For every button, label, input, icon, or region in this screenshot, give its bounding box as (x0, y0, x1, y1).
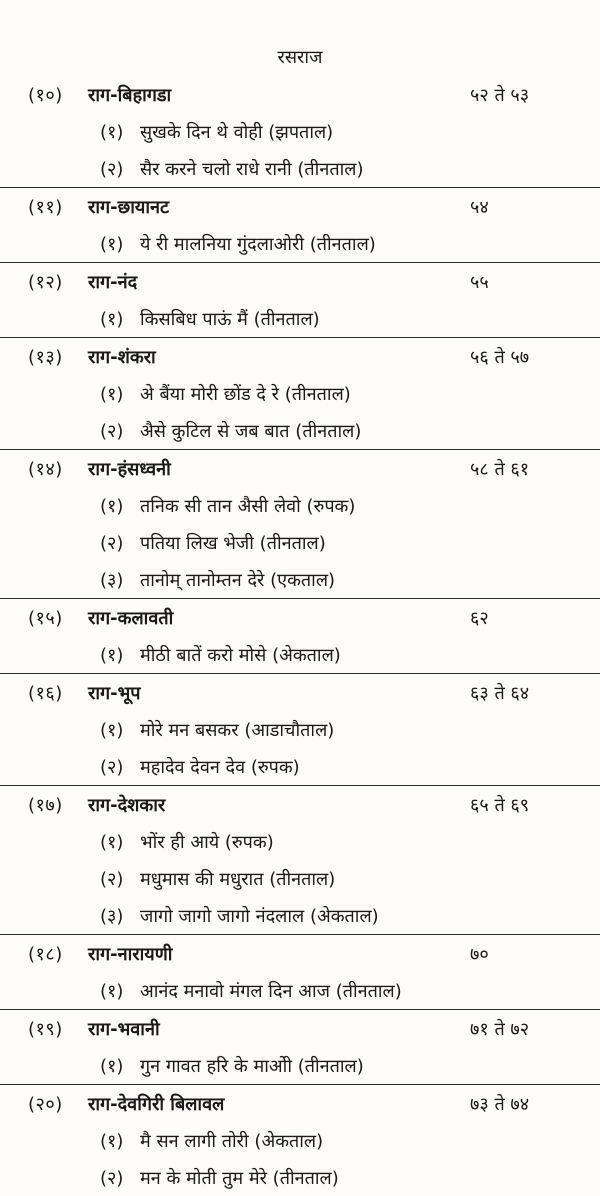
song-title: मधुमास की मधुरात (तीनताल) (140, 869, 336, 890)
raga-pages: ५६ ते ५७ (470, 347, 530, 368)
song-number: (२) (100, 757, 124, 778)
song-number: (२) (100, 159, 124, 180)
song-entry (0, 487, 600, 524)
song-entry (0, 1122, 600, 1159)
raga-pages: ५४ (470, 197, 489, 218)
song-entry (0, 897, 600, 934)
song-title: अे बैंया मोरी छोंड दे रे (तीनताल) (140, 384, 351, 405)
song-title: तानोम् तानोम्तन देरे (एकताल) (140, 570, 336, 591)
raga-number: (१२) (28, 272, 63, 293)
song-number: (१) (100, 981, 124, 1002)
song-number: (१) (100, 720, 124, 741)
raga-pages: ६३ ते ६४ (470, 683, 530, 704)
raga-number: (१३) (28, 347, 63, 368)
raga-number: (११) (28, 197, 63, 218)
song-number: (१) (100, 832, 124, 853)
song-title: किसबिध पाऊं मैं (तीनताल) (140, 309, 320, 330)
table-of-contents (0, 76, 600, 1196)
song-entry (0, 113, 600, 150)
song-title: मै सन लागी तोरी (अेकताल) (140, 1131, 324, 1152)
song-entry (0, 748, 600, 785)
raga-number: (१५) (28, 608, 63, 629)
song-title: जागो जागो जागो नंदलाल (अेकताल) (140, 906, 379, 927)
song-number: (३) (100, 570, 124, 591)
song-entry (0, 711, 600, 748)
raga-entry (0, 262, 600, 300)
raga-entry (0, 337, 600, 375)
song-number: (१) (100, 122, 124, 143)
raga-name: राग-नारायणी (88, 944, 173, 965)
song-number: (१) (100, 1131, 124, 1152)
song-entry (0, 636, 600, 673)
raga-pages: ५२ ते ५३ (470, 85, 530, 106)
song-number: (३) (100, 906, 124, 927)
raga-pages: ७० (470, 944, 489, 965)
song-number: (२) (100, 869, 124, 890)
raga-entry (0, 187, 600, 225)
raga-entry (0, 673, 600, 711)
song-title: सैर करने चलो राधे रानी (तीनताल) (140, 159, 364, 180)
song-title: मीठी बातें करो मोसे (अेकताल) (140, 645, 341, 666)
song-number: (१) (100, 234, 124, 255)
raga-entry (0, 1084, 600, 1122)
raga-name: राग-बिहागडा (88, 85, 172, 106)
raga-entry (0, 598, 600, 636)
song-title: तनिक सी तान अैसी लेवो (रुपक) (140, 496, 356, 517)
song-number: (१) (100, 1056, 124, 1077)
raga-entry (0, 449, 600, 487)
raga-name: राग-देशकार (88, 795, 166, 816)
raga-number: (१८) (28, 944, 63, 965)
raga-pages: ५५ (470, 272, 489, 293)
raga-name: राग-देवगिरी बिलावल (88, 1094, 225, 1115)
raga-entry (0, 1009, 600, 1047)
song-entry (0, 1159, 600, 1196)
raga-entry (0, 934, 600, 972)
raga-pages: ७१ ते ७२ (470, 1019, 530, 1040)
song-entry (0, 860, 600, 897)
song-number: (२) (100, 421, 124, 442)
song-number: (२) (100, 533, 124, 554)
song-number: (१) (100, 645, 124, 666)
raga-number: (१०) (28, 85, 63, 106)
song-title: भोंर ही आये (रुपक) (140, 832, 274, 853)
song-number: (१) (100, 309, 124, 330)
song-number: (१) (100, 496, 124, 517)
raga-number: (१४) (28, 459, 63, 480)
song-number: (१) (100, 384, 124, 405)
song-title: ये री मालनिया गुंदलाओरी (तीनताल) (140, 234, 376, 255)
song-title: अैसे कुटिल से जब बात (तीनताल) (140, 421, 362, 442)
song-entry (0, 150, 600, 187)
song-title: मोरे मन बसकर (आडाचौताल) (140, 720, 335, 741)
raga-name: राग-कलावती (88, 608, 174, 629)
song-title: गुन गावत हरि के माओी (तीनताल) (140, 1056, 364, 1077)
song-entry (0, 300, 600, 337)
raga-name: राग-हंसध्वनी (88, 459, 171, 480)
raga-name: राग-भूप (88, 683, 141, 704)
song-entry (0, 972, 600, 1009)
raga-pages: ६५ ते ६९ (470, 795, 530, 816)
song-title: महादेव देवन देव (रुपक) (140, 757, 300, 778)
raga-pages: ६२ (470, 608, 489, 629)
raga-name: राग-नंद (88, 272, 138, 293)
song-number: (२) (100, 1168, 124, 1189)
song-title: सुखके दिन थे वोही (झपताल) (140, 122, 334, 143)
raga-entry (0, 785, 600, 823)
song-entry (0, 375, 600, 412)
song-entry (0, 225, 600, 262)
song-entry (0, 823, 600, 860)
raga-entry (0, 76, 600, 113)
raga-name: राग-शंकरा (88, 347, 156, 368)
song-title: आनंद मनावो मंगल दिन आज (तीनताल) (140, 981, 402, 1002)
raga-number: (१९) (28, 1019, 63, 1040)
raga-name: राग-भवानी (88, 1019, 160, 1040)
raga-number: (१७) (28, 795, 63, 816)
song-entry (0, 1047, 600, 1084)
song-title: मन के मोती तुम मेरे (तीनताल) (140, 1168, 339, 1189)
song-entry (0, 412, 600, 449)
raga-name: राग-छायानट (88, 197, 170, 218)
raga-pages: ५८ ते ६१ (470, 459, 530, 480)
raga-number: (१६) (28, 683, 63, 704)
song-title: पतिया लिख भेजी (तीनताल) (140, 533, 326, 554)
page-title: रसराज (277, 47, 323, 68)
raga-number: (२०) (28, 1094, 63, 1115)
raga-pages: ७३ ते ७४ (470, 1094, 530, 1115)
song-entry (0, 561, 600, 598)
song-entry (0, 524, 600, 561)
